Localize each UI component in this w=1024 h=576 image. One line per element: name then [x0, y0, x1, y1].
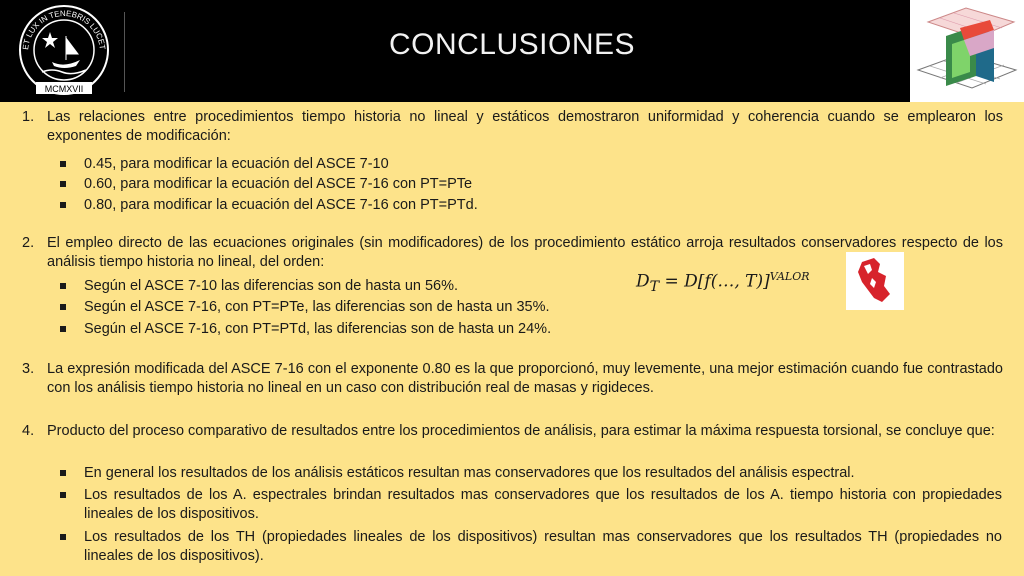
square-bullet-icon	[60, 304, 66, 310]
equation: $D_T$ = D[f(…, T)]$^{VALOR}$	[636, 270, 810, 296]
item-text: El empleo directo de las ecuaciones originales (sin modificadores) de los procedimiento estático arroja resultados conservadores respecto de los análisis tiempo historia no lineal, del orden:	[47, 235, 1003, 270]
conclusions-content: 1. Las relaciones entre procedimientos tiempo historia no lineal y estáticos demostraron uniformidad y coherencia cuando se emplearon los exponentes de modificación: 0.45, para modificar la ecuación del ASCE 7-10 0.60, para modificar la ecuación del ASCE 7-16 con PT=PTe 0.80, para modificar la ecuación del ASCE 7-16 con PT=PTd. $D_T$ = D[f(…, T)]$^{VALOR}$ 2. El empleo directo de las ecuaciones originales (sin modificadores) de los procedimiento estático arroja resultados conservadores respecto de los análisis tiempo historia no lineal, del orden: Según el ASCE 7-10 las diferencias son de hasta un 56%. Según el ASCE 7-16, con PT=PTe, las diferencias son de hasta un 35%. Según el ASCE 7-16, con PT=PTd, las diferencias son de hasta un 24%. 3. La expresión modificada del ASCE 7-16 con el exponente 0.80 es la que proporcionó, muy levemente, una mejor estimación cuando fue contrastado con los análisis tiempo historia no lineal en un caso con distribución real de masas y rigideces. 4. Producto del proceso comparativo de resultados entre los procedimientos de análisis, para estimar la máxima respuesta torsional, se concluye que: En general los resultados de los análisis estáticos resultan mas conservadores que los resultados del análisis espectral. Los resultados de los A. espectrales brindan resultados mas conservadores que los resultados de los A. tiempo historia con propiedades lineales de los dispositivos. Los resultados de los TH (propiedades lineales de los dispositivos) resultan mas conservadores que los resultados TH (propiedades no lineales de los dispositivos).	[22, 109, 1003, 564]
item-text: La expresión modificada del ASCE 7-16 con el exponente 0.80 es la que proporcionó, muy levemente, una mejor estimación cuando fue contrastado con los análisis tiempo historia no lineal en un caso con distribución real de masas y rigideces.	[47, 361, 1003, 396]
item-number: 4.	[22, 423, 35, 439]
square-bullet-icon	[60, 181, 66, 187]
item-text: Producto del proceso comparativo de resultados entre los procedimientos de análisis, para estimar la máxima respuesta torsional, se concluye que:	[47, 423, 995, 439]
svg-text:ET LUX IN TENEBRIS LUCET: ET LUX IN TENEBRIS LUCET	[21, 8, 107, 51]
item-number: 1.	[22, 109, 35, 125]
item-text: Las relaciones entre procedimientos tiempo historia no lineal y estáticos demostraron uniformidad y coherencia cuando se emplearon los exponentes de modificación:	[47, 109, 1003, 144]
square-bullet-icon	[60, 283, 66, 289]
item-number: 3.	[22, 361, 35, 377]
square-bullet-icon	[60, 202, 66, 208]
header-bar	[0, 0, 1024, 102]
logo-year: MCMXVII	[44, 84, 84, 94]
structural-model-image	[910, 0, 1024, 102]
page-title: CONCLUSIONES	[388, 28, 636, 61]
square-bullet-icon	[60, 161, 66, 167]
item-number: 2.	[22, 235, 35, 251]
square-bullet-icon	[60, 534, 66, 540]
square-bullet-icon	[60, 492, 66, 498]
square-bullet-icon	[60, 470, 66, 476]
square-bullet-icon	[60, 326, 66, 332]
